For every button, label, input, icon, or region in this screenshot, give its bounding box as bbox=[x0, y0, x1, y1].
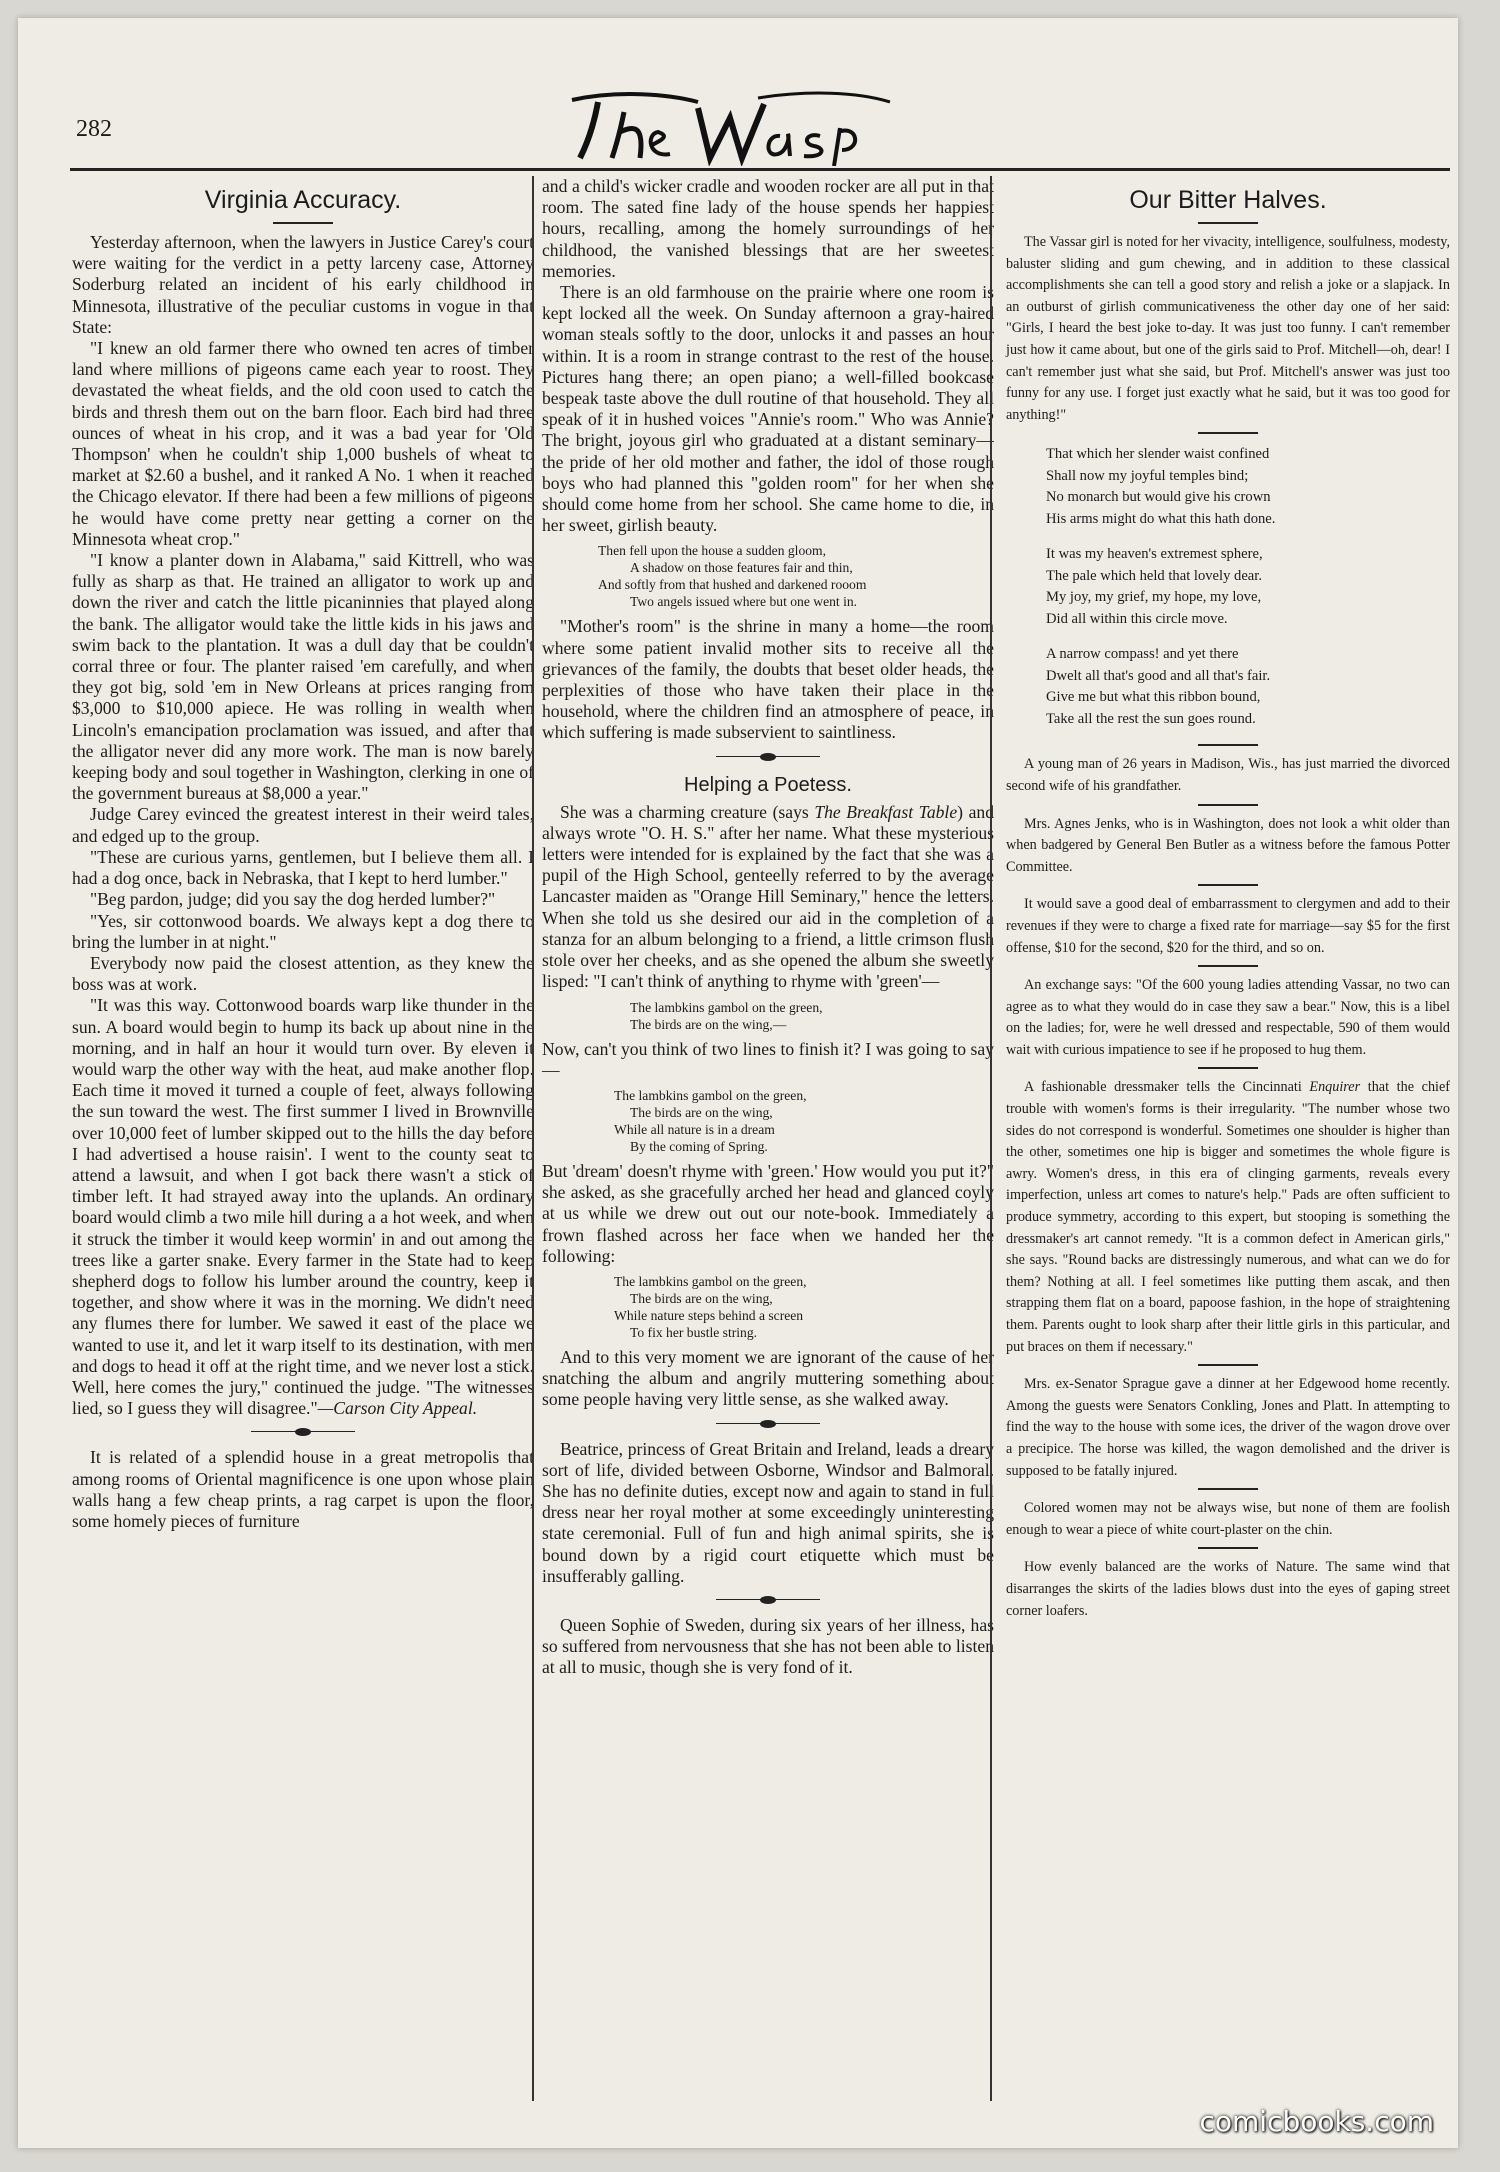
verse-stanza bbox=[1046, 544, 1450, 630]
paragraph: "Yes, sir cottonwood boards. We always kept a dog there to bring the lumber in at night." bbox=[72, 910, 534, 952]
verse-line: The birds are on the wing, bbox=[630, 1104, 773, 1120]
verse-line: The birds are on the wing,— bbox=[630, 1016, 787, 1032]
item-rule bbox=[1198, 884, 1258, 886]
item-rule bbox=[1198, 1364, 1258, 1366]
verse-line: A shadow on those features fair and thin, bbox=[630, 560, 853, 576]
item-rule bbox=[1198, 965, 1258, 967]
paragraph: Queen Sophie of Sweden, during six years of her illness, has so suffered from nervousness that she has not been able to listen at all to music, though she is very fond of it. bbox=[542, 1614, 994, 1678]
paragraph: A young man of 26 years in Madison, Wis., has just married the divorced second wife of his grandfather. bbox=[1006, 756, 1450, 794]
paragraph: "Beg pardon, judge; did you say the dog herded lumber?" bbox=[90, 889, 496, 910]
item-rule bbox=[1198, 744, 1258, 746]
paragraph: Everybody now paid the closest attention, as they knew the boss was at work. bbox=[72, 952, 534, 995]
paragraph: "These are curious yarns, gentlemen, but I believe them all. I had a dog once, back in Nebraska, that I kept to herd lumber." bbox=[72, 846, 534, 889]
verse-line: Two angels issued where but one went in. bbox=[630, 594, 858, 610]
verse-line: The lambkins gambol on the green, bbox=[630, 999, 823, 1015]
paragraph: Beatrice, princess of Great Britain and Ireland, leads a dreary sort of life, divided between Osborne, Windsor and Balmoral. She has no definite duties, except now and again to stand in full dress near her royal mother at some exceedingly uninteresting state ceremonial. Full of fun and high animal spirits, she is bound down by a rigid court etiquette which must be insufferably galling. bbox=[542, 1438, 994, 1586]
page-number: 282 bbox=[76, 116, 112, 142]
verse-line: And softly from that hushed and darkened rooom bbox=[598, 577, 867, 593]
paragraph: Mrs. ex-Senator Sprague gave a dinner at her Edgewood home recently. Among the guests were Senators Conkling, Jones and Platt. In attempting to find the way to the house with some ices, the driver of the wagon drove over a precipice. The horse was killed, the wagon demolished and the driver is supposed to be fatally injured. bbox=[1006, 1376, 1450, 1479]
publication-name: Enquirer bbox=[1309, 1079, 1361, 1096]
paragraph: It is related of a splendid house in a great metropolis that among rooms of Oriental magnificence is one upon whose plain walls hang a few cheap prints, a rag carpet is upon the floor, some homely pieces of furniture bbox=[72, 1447, 534, 1531]
paragraph-text: that the chief trouble with women's forms is their irregularity. "The number whose two sides do not correspond is wonderful. Sometimes one shoulder is higher than the other, sometimes one hip is bigger and sometimes the whole figure is awry. Women's dress, in this era of clinging garments, reveals every imperfection, unless art comes to nature's help." Pads are often sufficient to produce symmetry, according to this expert, but stooping is something the dressmaker's art cannot remedy. "It is a common defect in American girls," she says. "Round backs are distressingly numerous, and what can we do for them? Nothing at all. I feel sometimes like putting them ascak, and then strapping them flat on a board, papoose fashion, in the hope of straightening them. Parents ought to look sharp after their little girls in this particular, and put braces on them if necessary." bbox=[1006, 1079, 1450, 1355]
verse-line: That which her slender waist confined bbox=[1046, 446, 1270, 463]
verse-block bbox=[542, 1273, 994, 1341]
paragraph: "Mother's room" is the shrine in many a home—the room where some patient invalid mother sits to receive all the grievances of the family, the doubts that beset older heads, the perplexities of those who have taken their place in the household, where the children find an atmosphere of peace, in which suffering is made subservient to saintliness. bbox=[542, 616, 994, 743]
verse-line: The lambkins gambol on the green, bbox=[614, 1273, 807, 1289]
paragraph-text: A fashionable dressmaker tells the Cincinnati bbox=[1024, 1079, 1310, 1096]
article-title-helping-a-poetess: Helping a Poetess. bbox=[684, 773, 852, 796]
paragraph: The Vassar girl is noted for her vivacity, intelligence, soulfulness, modesty, baluster sliding and gum chewing, and in addition to these classical accomplishments she can tell a good story and relish a joke or a slapjack. In an outburst of girlish communicativeness the other day one of her said: "Girls, I heard the best joke to-day. It was just too funny. I can't remember just how it came about, but one of the girls said to Prof. Mitchell—oh, dear! I can't remember just what she said, but Prof. Mitchell's answer was just too funny for any use. I forget just exactly what he said, but it was too good for anything!" bbox=[1006, 234, 1450, 423]
paragraph: It would save a good deal of embarrassment to clergymen and add to their revenues if they were to charge a fixed rate for marriage—say $5 for the first offense, $10 for the second, $20 for the third, and so on. bbox=[1006, 896, 1450, 956]
verse-line: Shall now my joyful temples bind; bbox=[1046, 467, 1249, 484]
item-rule bbox=[1198, 432, 1258, 434]
verse-line: While all nature is in a dream bbox=[614, 1121, 775, 1137]
source-credit: —Carson City Appeal. bbox=[317, 1398, 478, 1419]
title-rule bbox=[1198, 222, 1258, 224]
title-rule bbox=[273, 222, 333, 224]
item-rule bbox=[1198, 1547, 1258, 1549]
item-rule bbox=[1198, 1067, 1258, 1069]
verse-block bbox=[542, 542, 994, 610]
verse-line: Then fell upon the house a sudden gloom, bbox=[598, 543, 827, 559]
paragraph: and a child's wicker cradle and wooden rocker are all put in that room. The sated fine lady of the house spends her happiest hours, recalling, among the homely surroundings of her childhood, the vanished blessings that are her sweetest memories. bbox=[542, 176, 994, 281]
paragraph bbox=[1006, 1077, 1450, 1358]
paragraph: An exchange says: "Of the 600 young ladies attending Vassar, no two can agree as to what they would do in case they saw a bear." Now, this is a libel on the ladies; for, were he well dressed and respectable, 590 of them would wait with curious impatience to see if he proposed to hug them. bbox=[1006, 977, 1450, 1058]
verse-line: A narrow compass! and yet there bbox=[1046, 646, 1239, 663]
paragraph: There is an old farmhouse on the prairie where one room is kept locked all the week. On Sunday afternoon a gray-haired woman steals softly to the door, unlocks it and passes an hour within. It is a room in strange contrast to the rest of the house. Pictures hang there; an open piano; a well-filled bookcase bespeak taste above the dull routine of that household. They all speak of it in hushed voices "Annie's room." Who was Annie? The bright, joyous girl who graduated at a distant seminary—the pride of her old mother and father, the idol of those rough boys who had planned this "golden room" for her when she should come home from her school. She came home to die, in her sweet, girlish beauty. bbox=[542, 282, 994, 536]
column-2 bbox=[532, 176, 994, 2101]
item-rule bbox=[1198, 804, 1258, 806]
paragraph: How evenly balanced are the works of Nature. The same wind that disarranges the skirts of the ladies blows dust into the eyes of gaping street corner loafers. bbox=[1006, 1559, 1450, 1619]
verse-line: The pale which held that lovely dear. bbox=[1046, 567, 1262, 584]
verse-line: His arms might do what this hath done. bbox=[1046, 510, 1276, 527]
paragraph-text: ) and always wrote "O. H. S." after her name. What these mysterious letters were intended for is explained by the fact that she was a pupil of the High School, genteelly referred to by the average Lancaster maiden as "Orange Hill Seminary," hence the letters. When she told us she desired our aid in the completion of a stanza for an album belonging to a friend, a little crimson flush stole over her cheeks, and as she opened the album she sweetly lisped: "I can't think of anything to rhyme with 'green'— bbox=[542, 801, 994, 992]
verse-line: The lambkins gambol on the green, bbox=[614, 1087, 807, 1103]
paragraph: And to this very moment we are ignorant of the cause of her snatching the album and angrily muttering something about some people having very little sense, as she walked away. bbox=[542, 1346, 994, 1410]
newspaper-page bbox=[18, 18, 1458, 2148]
paragraph: "I know a planter down in Alabama," said Kittrell, who was fully as sharp as that. He trained an alligator to work up and down the river and catch the little picaninnies that played along the bank. The alligator would take the little kids in his jaws and swim back to the plantation. It was a dull day that be couldn't corral three or four. The planter raised 'em carefully, and when they got big, sold 'em in New Orleans at prices ranging from $3,000 to $10,000 apiece. He was rolling in wealth when Lincoln's emancipation proclamation was issued, and after that the alligator never did any more work. The man is now barely keeping body and soul together in Washington, clerking in one of the government bureaus at $8,000 a year." bbox=[72, 550, 534, 804]
section-separator bbox=[251, 1429, 355, 1435]
verse-block bbox=[542, 999, 994, 1033]
paragraph bbox=[542, 802, 994, 993]
verse-line: It was my heaven's extremest sphere, bbox=[1046, 546, 1263, 563]
verse-block bbox=[1006, 444, 1450, 730]
paragraph-text: She was a charming creature (says bbox=[560, 801, 815, 822]
section-separator bbox=[716, 1421, 820, 1427]
verse-line: Take all the rest the sun goes round. bbox=[1046, 710, 1256, 727]
article-title-our-bitter-halves: Our Bitter Halves. bbox=[1129, 186, 1327, 214]
masthead-text: The Wasp bbox=[728, 128, 732, 129]
masthead-logo bbox=[558, 88, 898, 166]
verse-stanza bbox=[1046, 444, 1450, 530]
column-1 bbox=[72, 176, 534, 2101]
publication-name: The Breakfast Table bbox=[814, 801, 958, 822]
item-rule bbox=[1198, 1488, 1258, 1490]
verse-line: My joy, my grief, my hope, my love, bbox=[1046, 589, 1262, 606]
header-rule bbox=[70, 168, 1450, 171]
paragraph: Now, can't you think of two lines to finish it? I was going to say— bbox=[542, 1038, 994, 1080]
verse-line: Give me but what this ribbon bound, bbox=[1046, 689, 1261, 706]
page-header bbox=[18, 18, 1458, 158]
paragraph: But 'dream' doesn't rhyme with 'green.' How would you put it?" she asked, as she gracefully arched her head and glanced coyly at us while we drew out out our note-book. Immediately a frown flashed across her face when we handed her the following: bbox=[542, 1160, 994, 1266]
verse-line: By the coming of Spring. bbox=[630, 1138, 768, 1154]
paragraph: Yesterday afternoon, when the lawyers in Justice Carey's court were waiting for the verdict in a petty larceny case, Attorney Soderburg related an incident of his early childhood in Minnesota, illustrative of the peculiar customs in vogue in that State: bbox=[72, 232, 534, 337]
verse-line: No monarch but would give his crown bbox=[1046, 489, 1271, 506]
verse-block bbox=[542, 1087, 994, 1155]
watermark: comicbooks.com bbox=[1199, 2105, 1434, 2138]
paragraph: Judge Carey evinced the greatest interest in their weird tales, and edged up to the group. bbox=[72, 804, 534, 846]
verse-line: While nature steps behind a screen bbox=[614, 1307, 804, 1323]
paragraph: Mrs. Agnes Jenks, who is in Washington, does not look a whit older than when badgered by General Ben Butler as a witness before the famous Potter Committee. bbox=[1006, 815, 1450, 875]
paragraph-last bbox=[72, 995, 534, 1419]
paragraph: "I knew an old farmer there who owned ten acres of timber land where millions of pigeons came each year to roost. They devastated the wheat fields, and the old coon used to catch the birds and thresh them out on the barn floor. Each bird had three ounces of wheat in his crop, and it was a bad year for 'Old Thompson' when he couldn't ship 1,000 bushels of wheat to market at $2.60 a bushel, and it ranked A No. 1 when it reached the Chicago elevator. If there had been a few millions of pigeons he would have come pretty near getting a corner on the Minnesota wheat crop." bbox=[72, 338, 534, 549]
section-separator bbox=[716, 754, 820, 760]
paragraph: Colored women may not be always wise, but none of them are foolish enough to wear a piece of white court-plaster on the chin. bbox=[1006, 1500, 1450, 1538]
verse-line: Did all within this circle move. bbox=[1046, 610, 1228, 627]
paragraph-text: "It was this way. Cottonwood boards warp like thunder in the sun. A board would begin to hump its back up about nine in the morning, and in half an hour it would turn over. By eleven it would warp the other way with the heat, aud make another flop. Each time it moved it turned a couple of feet, always following the sun toward the west. The first summer I lived in Brownville over 10,000 feet of lumber skipped out to the hills the day before I had advertised a house raisin'. I went to the county seat to attend a lawsuit, and when I got back there wasn't a stick of timber left. It had strayed away into the uplands. An ordinary board would climb a two mile hill during a a hot week, and when it struck the timber it would keep wormin' in and out among the trees like a garter snake. Every farmer in the State had to keep shepherd dogs to follow his lumber around the country, keep it together, and show where it was in the morning. We didn't need any flumes there for lumber. We sawed it east of the place we wanted to use it, and let it warp itself to its destination, with men and dogs to head it off at the right time, and we never lost a stick. Well, here comes the jury," continued the judge. "The witnesses lied, so I guess they will disagree." bbox=[72, 995, 534, 1419]
column-3 bbox=[990, 176, 1450, 2101]
verse-stanza bbox=[1046, 644, 1450, 730]
section-separator bbox=[716, 1597, 820, 1603]
verse-line: The birds are on the wing, bbox=[630, 1290, 773, 1306]
verse-line: Dwelt all that's good and all that's fair. bbox=[1046, 667, 1271, 684]
verse-line: To fix her bustle string. bbox=[630, 1324, 758, 1340]
article-title-virginia-accuracy: Virginia Accuracy. bbox=[204, 186, 402, 214]
